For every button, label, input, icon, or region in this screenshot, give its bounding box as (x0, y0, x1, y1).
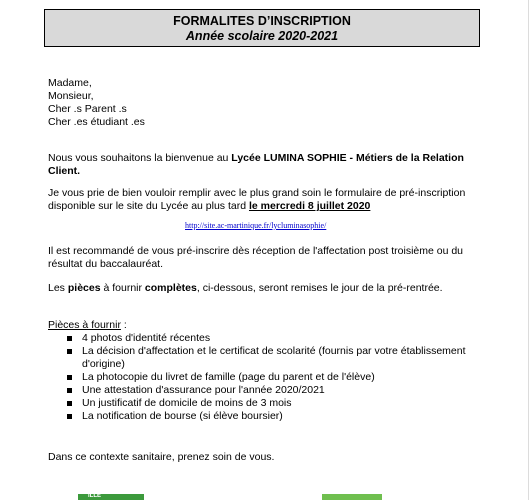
page-title: FORMALITES D’INSCRIPTION (173, 14, 351, 28)
salutation-madame: Madame, (48, 77, 92, 89)
list-item: Un justificatif de domicile de moins de 3 mois (48, 397, 488, 410)
request-paragraph: Je vous prie de bien vouloir remplir avec le plus grand soin le formulaire de pré-inscription disponible sur le site du Lycée au plus tard le mercredi 8 juillet 2020 (48, 187, 466, 212)
school-name: Lycée LUMINA SOPHIE - Métiers de la Relation (231, 152, 464, 164)
deadline-date: le mercredi 8 juillet 2020 (248, 200, 371, 212)
list-heading: Pièces à fournir : (48, 319, 127, 331)
school-year: Année scolaire 2020-2021 (185, 29, 339, 43)
salutation-students: Cher .es étudiant .es (48, 116, 145, 128)
list-item: La notification de bourse (si élève boursier) (48, 410, 488, 423)
header-box (44, 9, 480, 47)
list-item: La décision d'affectation et le certificat de scolarité (fournis par votre établissement d'origine) (48, 345, 488, 371)
list-item: La photocopie du livret de famille (page du parent et de l'élève) (48, 371, 488, 384)
closing-line: Dans ce contexte sanitaire, prenez soin de vous. (48, 451, 275, 463)
footer-logo-right (322, 494, 382, 500)
list-item: Une attestation d'assurance pour l'année 2020/2021 (48, 384, 488, 397)
school-website-link[interactable]: http://site.ac-martinique.fr/lycluminasophie/ (185, 221, 327, 230)
page-edge (528, 0, 529, 500)
pieces-note: Les pièces à fournir complètes, ci-dessous, seront remises le jour de la pré-rentrée. (48, 282, 443, 294)
salutation-parents: Cher .s Parent .s (48, 103, 127, 115)
list-item: 4 photos d'identité récentes (48, 332, 488, 345)
footer-logo-text: ILLE (88, 493, 101, 499)
salutation-monsieur: Monsieur, (48, 90, 94, 102)
welcome-paragraph: Nous vous souhaitons la bienvenue au Lycée LUMINA SOPHIE - Métiers de la Relation Client. (48, 152, 464, 177)
documents-list (48, 332, 488, 423)
recommendation-paragraph: Il est recommandé de vous pré-inscrire dès réception de l'affectation post troisième ou du résultat du baccalauréat. (48, 245, 464, 270)
